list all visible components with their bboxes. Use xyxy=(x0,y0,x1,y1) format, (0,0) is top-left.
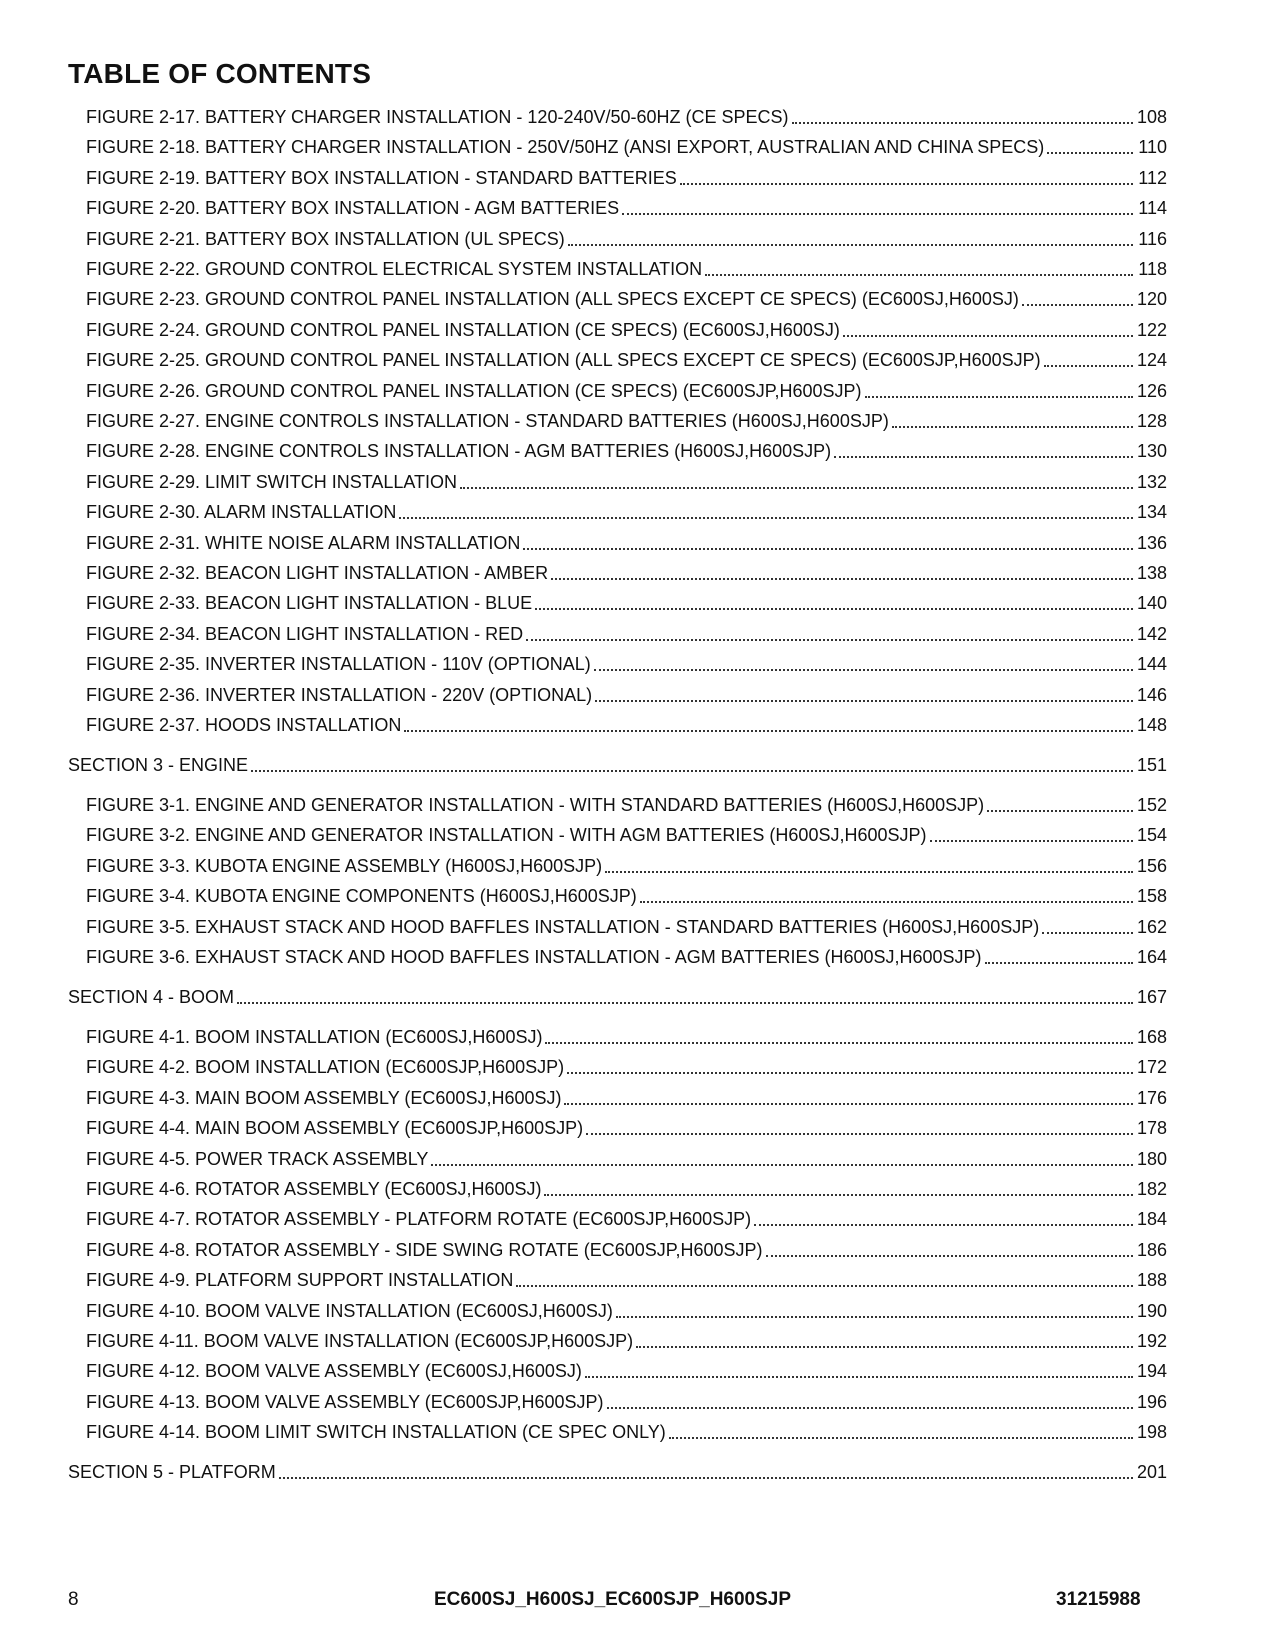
dot-leader xyxy=(567,1072,1133,1074)
toc-entry-page: 134 xyxy=(1136,502,1167,522)
toc-figure-entry[interactable] xyxy=(86,106,1167,128)
toc-figure-entry[interactable] xyxy=(86,319,1167,341)
toc-figure-entry[interactable] xyxy=(86,501,1167,523)
toc-entry-page: 130 xyxy=(1136,441,1167,461)
toc-figure-entry[interactable] xyxy=(86,440,1167,462)
toc-figure-entry[interactable] xyxy=(86,714,1167,736)
toc-entry-page: 140 xyxy=(1136,593,1167,613)
dot-leader xyxy=(586,1133,1133,1135)
toc-entry-label: FIGURE 2-19. BATTERY BOX INSTALLATION - STANDARD BATTERIES xyxy=(86,168,677,188)
dot-leader xyxy=(930,840,1134,842)
toc-entry-label: FIGURE 3-1. ENGINE AND GENERATOR INSTALLATION - WITH STANDARD BATTERIES (H600SJ,H600SJP) xyxy=(86,795,985,815)
toc-entry-page: 132 xyxy=(1136,472,1167,492)
dot-leader xyxy=(1022,304,1133,306)
toc-figure-entry[interactable] xyxy=(86,471,1167,493)
toc-entry-page: 184 xyxy=(1136,1209,1167,1229)
dot-leader xyxy=(551,578,1133,580)
dot-leader xyxy=(431,1164,1133,1166)
toc-entry-page: 124 xyxy=(1136,350,1167,370)
page-title: TABLE OF CONTENTS xyxy=(68,58,372,89)
toc-entry-page: 148 xyxy=(1136,715,1167,735)
toc-entry-label: FIGURE 2-17. BATTERY CHARGER INSTALLATION - 120-240V/50-60HZ (CE SPECS) xyxy=(86,107,789,127)
dot-leader xyxy=(792,122,1133,124)
page-footer xyxy=(0,1589,1275,1615)
toc-entry-label: FIGURE 2-32. BEACON LIGHT INSTALLATION - AMBER xyxy=(86,563,549,583)
toc-entry-label: FIGURE 2-18. BATTERY CHARGER INSTALLATION - 250V/50HZ (ANSI EXPORT, AUSTRALIAN AND CHINA SPECS) xyxy=(86,137,1045,157)
toc-figure-entry[interactable] xyxy=(86,1421,1167,1443)
toc-figure-entry[interactable] xyxy=(86,855,1167,877)
footer-page-number: 8 xyxy=(68,1589,79,1610)
toc-figure-entry[interactable] xyxy=(86,1087,1167,1109)
dot-leader xyxy=(622,213,1133,215)
toc-figure-entry[interactable] xyxy=(86,380,1167,402)
toc-entry-page: 110 xyxy=(1138,137,1167,157)
toc-figure-entry[interactable] xyxy=(86,1056,1167,1078)
toc-entry-page: 116 xyxy=(1138,229,1167,249)
toc-figure-entry[interactable] xyxy=(86,1330,1167,1352)
toc-figure-entry[interactable] xyxy=(86,684,1167,706)
dot-leader xyxy=(564,1103,1133,1105)
toc-figure-entry[interactable] xyxy=(86,1026,1167,1048)
dot-leader xyxy=(399,517,1133,519)
toc-entry-page: 178 xyxy=(1136,1118,1167,1138)
dot-leader xyxy=(985,962,1133,964)
toc-entry-label: FIGURE 4-11. BOOM VALVE INSTALLATION (EC600SJP,H600SJP) xyxy=(86,1331,634,1351)
toc-figure-entry[interactable] xyxy=(86,1360,1167,1382)
dot-leader xyxy=(843,335,1133,337)
toc-figure-entry[interactable] xyxy=(86,1178,1167,1200)
toc-entry-label: FIGURE 4-14. BOOM LIMIT SWITCH INSTALLATION (CE SPEC ONLY) xyxy=(86,1422,666,1442)
toc-entry-label: FIGURE 4-7. ROTATOR ASSEMBLY - PLATFORM ROTATE (EC600SJP,H600SJP) xyxy=(86,1209,752,1229)
dot-leader xyxy=(535,608,1133,610)
dot-leader xyxy=(766,1255,1133,1257)
dot-leader xyxy=(616,1316,1133,1318)
toc-entry-label: FIGURE 4-9. PLATFORM SUPPORT INSTALLATION xyxy=(86,1270,514,1290)
toc-entry-page: 108 xyxy=(1136,107,1167,127)
toc-entry-page: 158 xyxy=(1136,886,1167,906)
toc-entry-page: 118 xyxy=(1138,259,1167,279)
toc-entry-label: FIGURE 2-26. GROUND CONTROL PANEL INSTALLATION (CE SPECS) (EC600SJP,H600SJP) xyxy=(86,381,862,401)
toc-entry-label: FIGURE 2-24. GROUND CONTROL PANEL INSTALLATION (CE SPECS) (EC600SJ,H600SJ) xyxy=(86,320,840,340)
toc-entry-page: 114 xyxy=(1138,198,1167,218)
toc-entry-page: 128 xyxy=(1136,411,1167,431)
dot-leader xyxy=(544,1194,1133,1196)
toc-entry-label: FIGURE 2-36. INVERTER INSTALLATION - 220V (OPTIONAL) xyxy=(86,685,593,705)
toc-figure-entry[interactable] xyxy=(86,623,1167,645)
toc-figure-entry[interactable] xyxy=(86,592,1167,614)
toc-entry-label: FIGURE 2-22. GROUND CONTROL ELECTRICAL SYSTEM INSTALLATION xyxy=(86,259,703,279)
toc-entry-label: FIGURE 3-5. EXHAUST STACK AND HOOD BAFFLES INSTALLATION - STANDARD BATTERIES (H600SJ,H600SJP) xyxy=(86,917,1040,937)
toc-figure-entry[interactable] xyxy=(86,562,1167,584)
toc-entry-page: 188 xyxy=(1136,1270,1167,1290)
toc-entry-page: 168 xyxy=(1136,1027,1167,1047)
toc-entry-label: FIGURE 4-3. MAIN BOOM ASSEMBLY (EC600SJ,H600SJ) xyxy=(86,1088,562,1108)
toc-entry-page: 162 xyxy=(1136,917,1167,937)
toc-figure-entry[interactable] xyxy=(86,1269,1167,1291)
dot-leader xyxy=(1044,365,1133,367)
toc-entry-label: FIGURE 3-6. EXHAUST STACK AND HOOD BAFFLES INSTALLATION - AGM BATTERIES (H600SJ,H600SJP) xyxy=(86,947,982,967)
toc-entry-label: FIGURE 2-20. BATTERY BOX INSTALLATION - AGM BATTERIES xyxy=(86,198,620,218)
toc-figure-entry[interactable] xyxy=(86,349,1167,371)
dot-leader xyxy=(669,1437,1133,1439)
toc-entry-page: 112 xyxy=(1138,168,1167,188)
toc-entry-label: SECTION 4 - BOOM xyxy=(68,987,235,1007)
toc-entry-page: 142 xyxy=(1136,624,1167,644)
dot-leader xyxy=(516,1285,1133,1287)
toc-entry-page: 136 xyxy=(1136,533,1167,553)
toc-entry-label: FIGURE 4-4. MAIN BOOM ASSEMBLY (EC600SJP,H600SJP) xyxy=(86,1118,584,1138)
dot-leader xyxy=(251,770,1133,772)
toc-entry-page: 152 xyxy=(1136,795,1167,815)
toc-entry-label: FIGURE 4-5. POWER TRACK ASSEMBLY xyxy=(86,1149,429,1169)
toc-entry-page: 194 xyxy=(1136,1361,1167,1381)
toc-entry-page: 186 xyxy=(1136,1240,1167,1260)
toc-entry-label: SECTION 3 - ENGINE xyxy=(68,755,249,775)
toc-figure-entry[interactable] xyxy=(86,197,1167,219)
toc-entry-page: 144 xyxy=(1136,654,1167,674)
toc-figure-entry[interactable] xyxy=(86,794,1167,816)
toc-entry-label: FIGURE 4-13. BOOM VALVE ASSEMBLY (EC600SJP,H600SJP) xyxy=(86,1392,604,1412)
toc-entry-label: FIGURE 2-30. ALARM INSTALLATION xyxy=(86,502,397,522)
toc-entry-label: FIGURE 4-8. ROTATOR ASSEMBLY - SIDE SWING ROTATE (EC600SJP,H600SJP) xyxy=(86,1240,763,1260)
toc-figure-entry[interactable] xyxy=(86,410,1167,432)
toc-entry-label: FIGURE 2-21. BATTERY BOX INSTALLATION (UL SPECS) xyxy=(86,229,565,249)
toc-figure-entry[interactable] xyxy=(86,653,1167,675)
toc-entry-page: 192 xyxy=(1136,1331,1167,1351)
toc-section-entry[interactable] xyxy=(68,754,1167,776)
dot-leader xyxy=(892,426,1133,428)
toc-entry-label: FIGURE 4-2. BOOM INSTALLATION (EC600SJP,H600SJP) xyxy=(86,1057,565,1077)
toc-entry-label: FIGURE 4-6. ROTATOR ASSEMBLY (EC600SJ,H600SJ) xyxy=(86,1179,542,1199)
toc-entry-page: 182 xyxy=(1136,1179,1167,1199)
toc-section-entry[interactable] xyxy=(68,1461,1167,1483)
toc-entry-label: FIGURE 2-33. BEACON LIGHT INSTALLATION - BLUE xyxy=(86,593,533,613)
toc-entry-label: FIGURE 3-3. KUBOTA ENGINE ASSEMBLY (H600SJ,H600SJP) xyxy=(86,856,603,876)
toc-entry-label: FIGURE 3-4. KUBOTA ENGINE COMPONENTS (H600SJ,H600SJP) xyxy=(86,886,637,906)
dot-leader xyxy=(545,1042,1133,1044)
toc-entry-page: 176 xyxy=(1136,1088,1167,1108)
footer-document-name: EC600SJ_H600SJ_EC600SJP_H600SJP xyxy=(434,1589,792,1610)
toc-figure-entry[interactable] xyxy=(86,228,1167,250)
toc-entry-page: 164 xyxy=(1136,947,1167,967)
toc-figure-entry[interactable] xyxy=(86,1239,1167,1261)
toc-figure-entry[interactable] xyxy=(86,1208,1167,1230)
toc-section-entry[interactable] xyxy=(68,986,1167,1008)
toc-figure-entry[interactable] xyxy=(86,288,1167,310)
dot-leader xyxy=(865,396,1133,398)
dot-leader xyxy=(404,730,1133,732)
toc-figure-entry[interactable] xyxy=(86,136,1167,158)
toc-entry-label: FIGURE 2-27. ENGINE CONTROLS INSTALLATION - STANDARD BATTERIES (H600SJ,H600SJP) xyxy=(86,411,889,431)
dot-leader xyxy=(607,1407,1133,1409)
toc-entry-label: FIGURE 3-2. ENGINE AND GENERATOR INSTALLATION - WITH AGM BATTERIES (H600SJ,H600SJP) xyxy=(86,825,927,845)
toc-figure-entry[interactable] xyxy=(86,532,1167,554)
dot-leader xyxy=(1042,932,1133,934)
toc-figure-entry[interactable] xyxy=(86,1300,1167,1322)
toc-figure-entry[interactable] xyxy=(86,167,1167,189)
toc-figure-entry[interactable] xyxy=(86,885,1167,907)
toc-entry-page: 167 xyxy=(1136,987,1167,1007)
toc-entry-page: 172 xyxy=(1136,1057,1167,1077)
toc-entry-label: FIGURE 2-34. BEACON LIGHT INSTALLATION - RED xyxy=(86,624,524,644)
toc-entry-label: FIGURE 4-10. BOOM VALVE INSTALLATION (EC600SJ,H600SJ) xyxy=(86,1301,613,1321)
toc-figure-entry[interactable] xyxy=(86,1117,1167,1139)
toc-entry-page: 190 xyxy=(1136,1301,1167,1321)
dot-leader xyxy=(605,871,1133,873)
toc-entry-page: 156 xyxy=(1136,856,1167,876)
toc-entry-label: FIGURE 2-37. HOODS INSTALLATION xyxy=(86,715,402,735)
toc-entry-page: 180 xyxy=(1136,1149,1167,1169)
toc-entry-page: 154 xyxy=(1136,825,1167,845)
dot-leader xyxy=(594,669,1133,671)
dot-leader xyxy=(640,901,1133,903)
toc-entry-label: FIGURE 4-12. BOOM VALVE ASSEMBLY (EC600SJ,H600SJ) xyxy=(86,1361,582,1381)
dot-leader xyxy=(568,244,1133,246)
dot-leader xyxy=(1047,152,1133,154)
dot-leader xyxy=(595,700,1133,702)
toc-entry-label: FIGURE 4-1. BOOM INSTALLATION (EC600SJ,H600SJ) xyxy=(86,1027,543,1047)
toc-figure-entry[interactable] xyxy=(86,1391,1167,1413)
toc-figure-entry[interactable] xyxy=(86,916,1167,938)
dot-leader xyxy=(754,1224,1133,1226)
dot-leader xyxy=(680,183,1133,185)
toc-figure-entry[interactable] xyxy=(86,258,1167,280)
dot-leader xyxy=(636,1346,1133,1348)
toc-entry-label: FIGURE 2-29. LIMIT SWITCH INSTALLATION xyxy=(86,472,458,492)
dot-leader xyxy=(705,274,1133,276)
toc-entry-label: FIGURE 2-25. GROUND CONTROL PANEL INSTALLATION (ALL SPECS EXCEPT CE SPECS) (EC600SJP,H600SJP) xyxy=(86,350,1041,370)
toc-entry-page: 151 xyxy=(1136,755,1167,775)
toc-entry-page: 146 xyxy=(1136,685,1167,705)
dot-leader xyxy=(237,1002,1133,1004)
toc-entry-page: 122 xyxy=(1136,320,1167,340)
footer-document-code: 31215988 xyxy=(1056,1589,1141,1610)
toc-entry-label: FIGURE 2-35. INVERTER INSTALLATION - 110V (OPTIONAL) xyxy=(86,654,591,674)
toc-entry-label: FIGURE 2-31. WHITE NOISE ALARM INSTALLATION xyxy=(86,533,521,553)
dot-leader xyxy=(834,456,1133,458)
toc-figure-entry[interactable] xyxy=(86,824,1167,846)
toc-entry-label: SECTION 5 - PLATFORM xyxy=(68,1462,276,1482)
toc-entry-label: FIGURE 2-28. ENGINE CONTROLS INSTALLATION - AGM BATTERIES (H600SJ,H600SJP) xyxy=(86,441,832,461)
toc-entry-label: FIGURE 2-23. GROUND CONTROL PANEL INSTALLATION (ALL SPECS EXCEPT CE SPECS) (EC600SJ,H600SJ) xyxy=(86,289,1019,309)
dot-leader xyxy=(460,487,1133,489)
toc-entry-page: 196 xyxy=(1136,1392,1167,1412)
toc-entry-page: 138 xyxy=(1136,563,1167,583)
dot-leader xyxy=(585,1376,1133,1378)
toc-entry-page: 201 xyxy=(1136,1462,1167,1482)
dot-leader xyxy=(523,548,1133,550)
dot-leader xyxy=(526,639,1133,641)
toc-entry-page: 126 xyxy=(1136,381,1167,401)
toc-figure-entry[interactable] xyxy=(86,1148,1167,1170)
toc-entry-page: 198 xyxy=(1136,1422,1167,1442)
dot-leader xyxy=(279,1477,1133,1479)
dot-leader xyxy=(987,810,1133,812)
toc-figure-entry[interactable] xyxy=(86,946,1167,968)
toc-entry-page: 120 xyxy=(1136,289,1167,309)
